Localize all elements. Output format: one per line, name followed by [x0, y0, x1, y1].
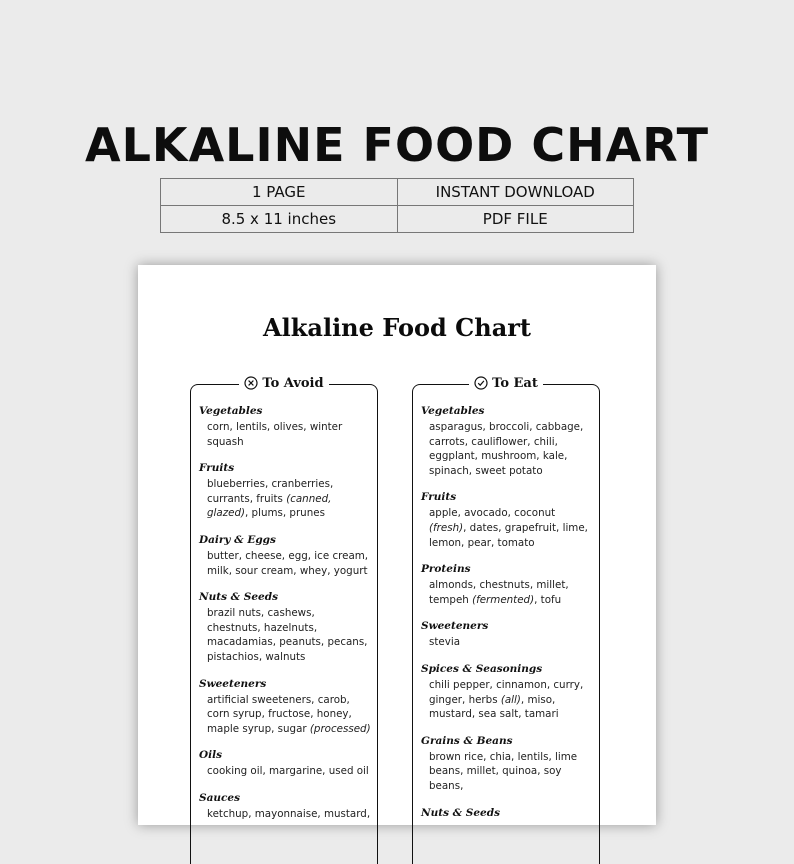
item-text: , plums, prunes — [245, 507, 325, 520]
item-note: (canned, glazed) — [207, 492, 332, 520]
x-circle-icon — [244, 376, 258, 390]
food-category — [199, 462, 371, 521]
food-category — [199, 678, 371, 737]
avoid-heading: To Avoid — [262, 375, 324, 391]
category-items — [421, 635, 593, 650]
category-title: Oils — [199, 749, 223, 762]
category-items — [199, 693, 371, 737]
info-row — [161, 206, 634, 233]
food-category — [421, 405, 593, 478]
item-note: (processed) — [309, 722, 371, 735]
item-note: (fermented) — [472, 593, 535, 606]
item-note: (fresh) — [429, 521, 464, 534]
food-category — [199, 749, 371, 779]
category-items — [421, 750, 593, 794]
category-items — [199, 420, 371, 449]
category-items — [421, 678, 593, 722]
item-text: butter, cheese, egg, ice cream, milk, sour cream, whey, yogurt — [207, 549, 369, 577]
item-text: cooking oil, margarine, used oil — [207, 765, 369, 778]
item-text: asparagus, broccoli, cabbage, carrots, cauliflower, chili, eggplant, mushroom, kale, spinach, sweet potato — [429, 421, 584, 477]
item-text: ketchup, mayonnaise, mustard, — [207, 807, 371, 820]
item-text: , miso, mustard, sea salt, tamari — [429, 693, 559, 721]
food-category — [199, 792, 371, 822]
eat-column — [412, 375, 600, 864]
item-text: chili pepper, cinnamon, curry, ginger, herbs — [429, 678, 584, 706]
category-title: Sweeteners — [421, 620, 489, 633]
item-text: almonds, chestnuts, millet, tempeh — [429, 579, 569, 606]
category-title: Proteins — [421, 563, 471, 576]
eat-column-header — [413, 375, 599, 394]
info-cell-format: PDF FILE — [397, 206, 634, 233]
info-row — [161, 179, 634, 206]
category-title: Dairy & Eggs — [199, 533, 276, 546]
info-cell-download: INSTANT DOWNLOAD — [397, 179, 634, 206]
food-category — [199, 534, 371, 578]
item-text: brown rice, chia, lentils, lime beans, millet, quinoa, soy beans, — [429, 750, 578, 792]
food-category — [421, 735, 593, 794]
info-cell-size: 8.5 x 11 inches — [161, 206, 398, 233]
category-title: Sweeteners — [199, 677, 267, 690]
category-items — [199, 477, 371, 521]
eat-category-list — [421, 405, 593, 832]
category-title: Spices & Seasonings — [421, 662, 543, 675]
food-category — [421, 563, 593, 607]
item-note: (all) — [500, 693, 521, 706]
avoid-column-header — [191, 375, 377, 394]
item-text: , dates, grapefruit, lime, lemon, pear, tomato — [429, 521, 588, 549]
food-category — [199, 591, 371, 664]
avoid-column — [190, 375, 378, 864]
sheet-title: Alkaline Food Chart — [263, 313, 531, 342]
item-text: corn, lentils, olives, winter squash — [207, 421, 343, 448]
category-title: Nuts & Seeds — [199, 591, 278, 604]
category-items — [199, 606, 371, 664]
eat-heading: To Eat — [492, 375, 538, 391]
category-title: Nuts & Seeds — [421, 806, 500, 819]
category-title: Sauces — [199, 791, 241, 804]
category-title: Vegetables — [199, 405, 263, 417]
item-text: brazil nuts, cashews, chestnuts, hazelnuts, macadamias, peanuts, pecans, pistachios, walnuts — [207, 607, 368, 663]
category-items — [421, 420, 593, 478]
category-title: Fruits — [421, 491, 457, 504]
category-title: Grains & Beans — [421, 734, 513, 747]
item-text: artificial sweeteners, carob, corn syrup, fructose, honey, maple syrup, sugar — [207, 693, 352, 735]
page-headline: ALKALINE FOOD CHART — [85, 118, 709, 172]
check-circle-icon — [474, 376, 488, 390]
category-items — [421, 578, 593, 607]
chart-sheet-preview — [138, 265, 656, 825]
category-title: Fruits — [199, 462, 235, 475]
product-info-table — [160, 178, 634, 233]
food-category — [199, 405, 371, 449]
food-category — [421, 620, 593, 650]
item-text: stevia — [429, 636, 461, 649]
category-items — [199, 764, 371, 779]
category-items — [199, 549, 371, 578]
category-items — [199, 807, 371, 822]
item-text: apple, avocado, coconut — [429, 507, 556, 520]
food-category — [421, 663, 593, 722]
category-items — [421, 506, 593, 550]
item-text: , tofu — [534, 593, 562, 606]
category-title: Vegetables — [421, 405, 485, 417]
food-category — [421, 807, 593, 819]
item-text: blueberries, cranberries, currants, fruits — [207, 478, 334, 505]
food-category — [421, 491, 593, 550]
avoid-category-list — [199, 405, 371, 835]
info-cell-pages: 1 PAGE — [161, 179, 398, 206]
